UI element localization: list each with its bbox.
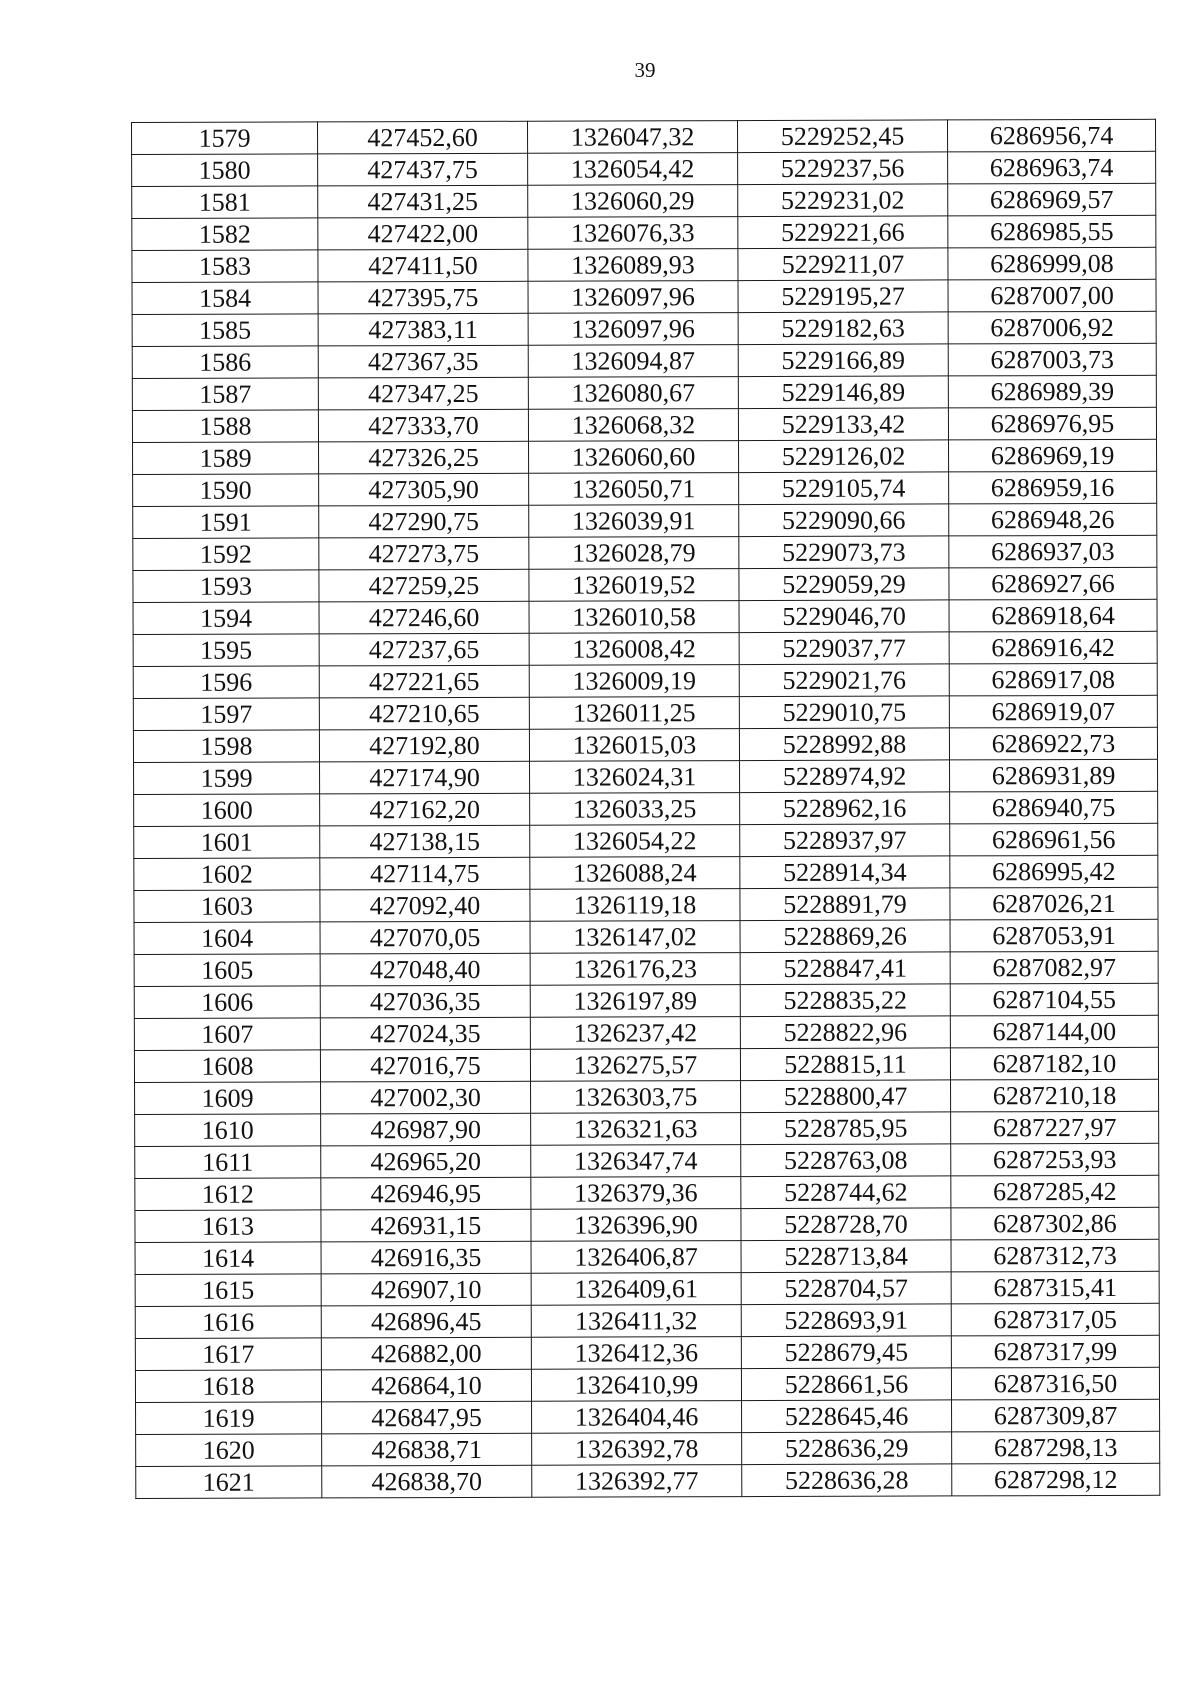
x2-coordinate-cell: 5229010,75: [739, 696, 949, 729]
x2-coordinate-cell: 5228891,79: [740, 888, 950, 921]
x-coordinate-cell: 427333,70: [318, 409, 528, 442]
table-row: [136, 1463, 1160, 1498]
point-number-cell: 1607: [134, 1018, 320, 1051]
point-number-cell: 1583: [132, 250, 318, 283]
table-row: [134, 887, 1158, 922]
y2-coordinate-cell: 6287317,99: [951, 1335, 1159, 1368]
point-number-cell: 1618: [135, 1370, 321, 1403]
y2-coordinate-cell: 6287227,97: [951, 1111, 1159, 1144]
table-row: [134, 823, 1158, 858]
y-coordinate-cell: 1326097,96: [528, 281, 738, 314]
x2-coordinate-cell: 5228636,28: [742, 1464, 952, 1497]
table-row: [134, 951, 1158, 986]
x2-coordinate-cell: 5228914,34: [740, 856, 950, 889]
y2-coordinate-cell: 6286995,42: [950, 855, 1158, 888]
x2-coordinate-cell: 5228744,62: [741, 1176, 951, 1209]
table-row: [135, 1239, 1159, 1274]
point-number-cell: 1593: [133, 570, 319, 603]
x-coordinate-cell: 426896,45: [321, 1305, 531, 1338]
y-coordinate-cell: 1326068,32: [528, 409, 738, 442]
point-number-cell: 1621: [136, 1466, 322, 1499]
table-row: [135, 1207, 1159, 1242]
point-number-cell: 1605: [134, 954, 320, 987]
x-coordinate-cell: 426847,95: [322, 1401, 532, 1434]
table-row: [132, 215, 1156, 250]
x-coordinate-cell: 426838,70: [322, 1465, 532, 1498]
x2-coordinate-cell: 5229090,66: [739, 504, 949, 537]
x-coordinate-cell: 427411,50: [318, 249, 528, 282]
table-row: [136, 1431, 1160, 1466]
y-coordinate-cell: 1326410,99: [531, 1369, 741, 1402]
x2-coordinate-cell: 5229231,02: [738, 184, 948, 217]
y2-coordinate-cell: 6286963,74: [948, 151, 1156, 184]
table-row: [132, 119, 1156, 154]
y2-coordinate-cell: 6287302,86: [951, 1207, 1159, 1240]
table-row: [134, 855, 1158, 890]
y-coordinate-cell: 1326412,36: [531, 1337, 741, 1370]
y-coordinate-cell: 1326009,19: [529, 665, 739, 698]
y2-coordinate-cell: 6287285,42: [951, 1175, 1159, 1208]
y-coordinate-cell: 1326392,78: [532, 1433, 742, 1466]
table-row: [135, 1335, 1159, 1370]
y-coordinate-cell: 1326033,25: [530, 793, 740, 826]
y-coordinate-cell: 1326406,87: [531, 1241, 741, 1274]
x-coordinate-cell: 427174,90: [320, 761, 530, 794]
y-coordinate-cell: 1326303,75: [531, 1081, 741, 1114]
point-number-cell: 1613: [135, 1210, 321, 1243]
y-coordinate-cell: 1326047,32: [527, 121, 737, 154]
point-number-cell: 1614: [135, 1242, 321, 1275]
table-row: [135, 1303, 1159, 1338]
point-number-cell: 1580: [132, 154, 318, 187]
y-coordinate-cell: 1326392,77: [532, 1465, 742, 1498]
x2-coordinate-cell: 5228847,41: [740, 952, 950, 985]
x2-coordinate-cell: 5228822,96: [740, 1016, 950, 1049]
y-coordinate-cell: 1326024,31: [530, 761, 740, 794]
point-number-cell: 1596: [133, 666, 319, 699]
x-coordinate-cell: 427048,40: [320, 953, 530, 986]
table-row: [134, 1047, 1158, 1082]
y-coordinate-cell: 1326076,33: [528, 217, 738, 250]
x-coordinate-cell: 426946,95: [321, 1177, 531, 1210]
y2-coordinate-cell: 6286989,39: [948, 375, 1156, 408]
coordinates-table: [131, 119, 1160, 1499]
y2-coordinate-cell: 6286976,95: [948, 407, 1156, 440]
point-number-cell: 1604: [134, 922, 320, 955]
point-number-cell: 1592: [133, 538, 319, 571]
y2-coordinate-cell: 6287104,55: [950, 983, 1158, 1016]
x2-coordinate-cell: 5228835,22: [740, 984, 950, 1017]
y-coordinate-cell: 1326054,42: [528, 153, 738, 186]
table-row: [133, 695, 1157, 730]
x-coordinate-cell: 427452,60: [318, 121, 528, 154]
y-coordinate-cell: 1326080,67: [528, 377, 738, 410]
x-coordinate-cell: 427092,40: [320, 889, 530, 922]
y2-coordinate-cell: 6286959,16: [949, 471, 1157, 504]
x2-coordinate-cell: 5228636,29: [742, 1432, 952, 1465]
table-row: [133, 503, 1157, 538]
x-coordinate-cell: 427395,75: [318, 281, 528, 314]
point-number-cell: 1610: [135, 1114, 321, 1147]
table-row: [135, 1143, 1159, 1178]
table-row: [134, 759, 1158, 794]
table-row: [132, 183, 1156, 218]
x2-coordinate-cell: 5229211,07: [738, 248, 948, 281]
y2-coordinate-cell: 6287312,73: [951, 1239, 1159, 1272]
y-coordinate-cell: 1326409,61: [531, 1273, 741, 1306]
y2-coordinate-cell: 6286919,07: [949, 695, 1157, 728]
table-row: [135, 1111, 1159, 1146]
point-number-cell: 1589: [133, 442, 319, 475]
x2-coordinate-cell: 5228815,11: [740, 1048, 950, 1081]
x-coordinate-cell: 427259,25: [319, 569, 529, 602]
point-number-cell: 1594: [133, 602, 319, 635]
table-row: [135, 1079, 1159, 1114]
point-number-cell: 1581: [132, 186, 318, 219]
x-coordinate-cell: 427383,11: [318, 313, 528, 346]
x-coordinate-cell: 426931,15: [321, 1209, 531, 1242]
x2-coordinate-cell: 5229166,89: [738, 344, 948, 377]
x-coordinate-cell: 427422,00: [318, 217, 528, 250]
point-number-cell: 1602: [134, 858, 320, 891]
y-coordinate-cell: 1326404,46: [532, 1401, 742, 1434]
x2-coordinate-cell: 5229182,63: [738, 312, 948, 345]
y-coordinate-cell: 1326176,23: [530, 953, 740, 986]
y-coordinate-cell: 1326411,32: [531, 1305, 741, 1338]
x2-coordinate-cell: 5228937,97: [740, 824, 950, 857]
table-row: [134, 919, 1158, 954]
y2-coordinate-cell: 6286985,55: [948, 215, 1156, 248]
x-coordinate-cell: 426907,10: [321, 1273, 531, 1306]
y-coordinate-cell: 1326119,18: [530, 889, 740, 922]
y-coordinate-cell: 1326039,91: [529, 505, 739, 538]
y2-coordinate-cell: 6287182,10: [950, 1047, 1158, 1080]
table-row: [132, 311, 1156, 346]
x2-coordinate-cell: 5228992,88: [739, 728, 949, 761]
x-coordinate-cell: 427162,20: [320, 793, 530, 826]
table-row: [132, 279, 1156, 314]
x2-coordinate-cell: 5229046,70: [739, 600, 949, 633]
page-number: 39: [634, 58, 656, 82]
y2-coordinate-cell: 6287007,00: [948, 279, 1156, 312]
y2-coordinate-cell: 6286940,75: [950, 791, 1158, 824]
y-coordinate-cell: 1326088,24: [530, 857, 740, 890]
point-number-cell: 1601: [134, 826, 320, 859]
y-coordinate-cell: 1326275,57: [530, 1049, 740, 1082]
x2-coordinate-cell: 5228728,70: [741, 1208, 951, 1241]
table-row: [132, 343, 1156, 378]
x-coordinate-cell: 426882,00: [321, 1337, 531, 1370]
x2-coordinate-cell: 5228869,26: [740, 920, 950, 953]
y2-coordinate-cell: 6287253,93: [951, 1143, 1159, 1176]
point-number-cell: 1597: [133, 698, 319, 731]
point-number-cell: 1612: [135, 1178, 321, 1211]
table-row: [134, 791, 1158, 826]
x-coordinate-cell: 427273,75: [319, 537, 529, 570]
table-row: [132, 247, 1156, 282]
y2-coordinate-cell: 6287210,18: [951, 1079, 1159, 1112]
x2-coordinate-cell: 5229146,89: [738, 376, 948, 409]
x2-coordinate-cell: 5228763,08: [741, 1144, 951, 1177]
x2-coordinate-cell: 5229221,66: [738, 216, 948, 249]
point-number-cell: 1608: [134, 1050, 320, 1083]
y2-coordinate-cell: 6286961,56: [950, 823, 1158, 856]
x-coordinate-cell: 427431,25: [318, 185, 528, 218]
table-row: [135, 1175, 1159, 1210]
x-coordinate-cell: 427347,25: [318, 377, 528, 410]
x2-coordinate-cell: 5229237,56: [738, 152, 948, 185]
y2-coordinate-cell: 6287316,50: [951, 1367, 1159, 1400]
coordinates-table-body: [132, 119, 1160, 1498]
point-number-cell: 1606: [134, 986, 320, 1019]
x-coordinate-cell: 426864,10: [321, 1369, 531, 1402]
point-number-cell: 1598: [133, 730, 319, 763]
x2-coordinate-cell: 5228713,84: [741, 1240, 951, 1273]
point-number-cell: 1586: [132, 346, 318, 379]
y-coordinate-cell: 1326060,60: [529, 441, 739, 474]
point-number-cell: 1620: [136, 1434, 322, 1467]
x2-coordinate-cell: 5229252,45: [737, 120, 947, 153]
point-number-cell: 1603: [134, 890, 320, 923]
table-row: [135, 1271, 1159, 1306]
point-number-cell: 1611: [135, 1146, 321, 1179]
x-coordinate-cell: 427437,75: [318, 153, 528, 186]
table-row: [134, 983, 1158, 1018]
table-row: [133, 471, 1157, 506]
x-coordinate-cell: 427114,75: [320, 857, 530, 890]
x-coordinate-cell: 426916,35: [321, 1241, 531, 1274]
y2-coordinate-cell: 6286969,57: [948, 183, 1156, 216]
table-row: [133, 631, 1157, 666]
x2-coordinate-cell: 5229037,77: [739, 632, 949, 665]
point-number-cell: 1579: [132, 122, 318, 155]
table-row: [133, 535, 1157, 570]
x2-coordinate-cell: 5228693,91: [741, 1304, 951, 1337]
table-row: [132, 407, 1156, 442]
point-number-cell: 1595: [133, 634, 319, 667]
x2-coordinate-cell: 5229195,27: [738, 280, 948, 313]
x-coordinate-cell: 426965,20: [321, 1145, 531, 1178]
point-number-cell: 1584: [132, 282, 318, 315]
x-coordinate-cell: 427016,75: [320, 1049, 530, 1082]
x-coordinate-cell: 427070,05: [320, 921, 530, 954]
y-coordinate-cell: 1326054,22: [530, 825, 740, 858]
y2-coordinate-cell: 6287309,87: [952, 1399, 1160, 1432]
y-coordinate-cell: 1326147,02: [530, 921, 740, 954]
y2-coordinate-cell: 6287298,13: [952, 1431, 1160, 1464]
x-coordinate-cell: 427237,65: [319, 633, 529, 666]
point-number-cell: 1585: [132, 314, 318, 347]
y2-coordinate-cell: 6287026,21: [950, 887, 1158, 920]
point-number-cell: 1582: [132, 218, 318, 251]
x2-coordinate-cell: 5229059,29: [739, 568, 949, 601]
x2-coordinate-cell: 5228974,92: [740, 760, 950, 793]
y-coordinate-cell: 1326015,03: [529, 729, 739, 762]
point-number-cell: 1588: [132, 410, 318, 443]
x2-coordinate-cell: 5228661,56: [741, 1368, 951, 1401]
y2-coordinate-cell: 6286927,66: [949, 567, 1157, 600]
x-coordinate-cell: 427290,75: [319, 505, 529, 538]
table-row: [132, 151, 1156, 186]
y-coordinate-cell: 1326060,29: [528, 185, 738, 218]
x-coordinate-cell: 427024,35: [320, 1017, 530, 1050]
point-number-cell: 1619: [136, 1402, 322, 1435]
y-coordinate-cell: 1326197,89: [530, 985, 740, 1018]
point-number-cell: 1590: [133, 474, 319, 507]
x2-coordinate-cell: 5229133,42: [738, 408, 948, 441]
point-number-cell: 1587: [132, 378, 318, 411]
x-coordinate-cell: 427138,15: [320, 825, 530, 858]
x-coordinate-cell: 427221,65: [319, 665, 529, 698]
table-row: [133, 663, 1157, 698]
table-row: [134, 1015, 1158, 1050]
x2-coordinate-cell: 5229105,74: [739, 472, 949, 505]
y2-coordinate-cell: 6286999,08: [948, 247, 1156, 280]
x2-coordinate-cell: 5228704,57: [741, 1272, 951, 1305]
y-coordinate-cell: 1326396,90: [531, 1209, 741, 1242]
y2-coordinate-cell: 6287006,92: [948, 311, 1156, 344]
y-coordinate-cell: 1326019,52: [529, 569, 739, 602]
y2-coordinate-cell: 6287082,97: [950, 951, 1158, 984]
table-row: [133, 439, 1157, 474]
y2-coordinate-cell: 6286916,42: [949, 631, 1157, 664]
y-coordinate-cell: 1326008,42: [529, 633, 739, 666]
y-coordinate-cell: 1326028,79: [529, 537, 739, 570]
table-row: [133, 727, 1157, 762]
y2-coordinate-cell: 6286969,19: [949, 439, 1157, 472]
y2-coordinate-cell: 6286956,74: [947, 119, 1155, 152]
y2-coordinate-cell: 6286931,89: [950, 759, 1158, 792]
point-number-cell: 1591: [133, 506, 319, 539]
table-row: [133, 599, 1157, 634]
x-coordinate-cell: 427305,90: [319, 473, 529, 506]
point-number-cell: 1616: [135, 1306, 321, 1339]
y-coordinate-cell: 1326097,96: [528, 313, 738, 346]
table-row: [133, 567, 1157, 602]
x-coordinate-cell: 427326,25: [319, 441, 529, 474]
x-coordinate-cell: 427192,80: [319, 729, 529, 762]
x-coordinate-cell: 427210,65: [319, 697, 529, 730]
table-row: [136, 1399, 1160, 1434]
y-coordinate-cell: 1326010,58: [529, 601, 739, 634]
x2-coordinate-cell: 5229073,73: [739, 536, 949, 569]
table-row: [132, 375, 1156, 410]
x2-coordinate-cell: 5228679,45: [741, 1336, 951, 1369]
x-coordinate-cell: 426838,71: [322, 1433, 532, 1466]
x2-coordinate-cell: 5228800,47: [741, 1080, 951, 1113]
y2-coordinate-cell: 6287298,12: [952, 1463, 1160, 1496]
y-coordinate-cell: 1326094,87: [528, 345, 738, 378]
y2-coordinate-cell: 6286948,26: [949, 503, 1157, 536]
x-coordinate-cell: 426987,90: [321, 1113, 531, 1146]
y2-coordinate-cell: 6287144,00: [950, 1015, 1158, 1048]
y-coordinate-cell: 1326089,93: [528, 249, 738, 282]
point-number-cell: 1615: [135, 1274, 321, 1307]
x2-coordinate-cell: 5228785,95: [741, 1112, 951, 1145]
y2-coordinate-cell: 6286922,73: [949, 727, 1157, 760]
y-coordinate-cell: 1326321,63: [531, 1113, 741, 1146]
x-coordinate-cell: 427246,60: [319, 601, 529, 634]
point-number-cell: 1609: [135, 1082, 321, 1115]
x-coordinate-cell: 427002,30: [321, 1081, 531, 1114]
x2-coordinate-cell: 5229021,76: [739, 664, 949, 697]
point-number-cell: 1599: [134, 762, 320, 795]
x-coordinate-cell: 427036,35: [320, 985, 530, 1018]
y2-coordinate-cell: 6286937,03: [949, 535, 1157, 568]
y2-coordinate-cell: 6287315,41: [951, 1271, 1159, 1304]
y-coordinate-cell: 1326347,74: [531, 1145, 741, 1178]
x2-coordinate-cell: 5228962,16: [740, 792, 950, 825]
y2-coordinate-cell: 6287003,73: [948, 343, 1156, 376]
y2-coordinate-cell: 6287317,05: [951, 1303, 1159, 1336]
x2-coordinate-cell: 5228645,46: [742, 1400, 952, 1433]
x2-coordinate-cell: 5229126,02: [739, 440, 949, 473]
point-number-cell: 1600: [134, 794, 320, 827]
y-coordinate-cell: 1326237,42: [530, 1017, 740, 1050]
y2-coordinate-cell: 6287053,91: [950, 919, 1158, 952]
y-coordinate-cell: 1326050,71: [529, 473, 739, 506]
y-coordinate-cell: 1326011,25: [529, 697, 739, 730]
table-row: [135, 1367, 1159, 1402]
point-number-cell: 1617: [135, 1338, 321, 1371]
x-coordinate-cell: 427367,35: [318, 345, 528, 378]
y-coordinate-cell: 1326379,36: [531, 1177, 741, 1210]
y2-coordinate-cell: 6286917,08: [949, 663, 1157, 696]
y2-coordinate-cell: 6286918,64: [949, 599, 1157, 632]
